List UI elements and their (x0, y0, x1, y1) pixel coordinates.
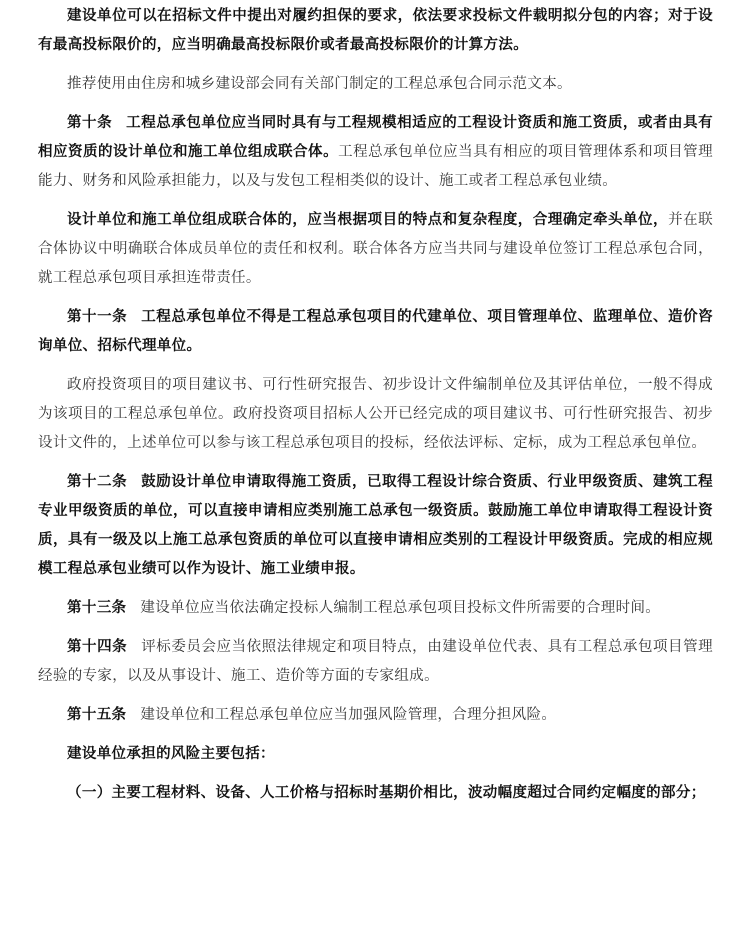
article-number: 第十二条 (67, 474, 128, 490)
paragraph-bold-text: 设计单位和施工单位组成联合体的，应当根据项目的特点和复杂程度，合理确定牵头单位， (67, 212, 669, 228)
paragraph-normal-text: 并在联合体协议中明确联合体成员单位的责任和权利。联合体各方应当共同与建设单位签订工程总承包合同，就工程总承包项目承担连带责任。 (38, 212, 713, 286)
article-13 (38, 594, 713, 623)
paragraph-risk-heading (38, 740, 713, 769)
article-number: 第十条 (67, 115, 113, 131)
paragraph-government-investment (38, 371, 713, 458)
article-11 (38, 303, 713, 361)
article-number: 第十三条 (67, 600, 127, 616)
article-bold-text: 鼓励设计单位申请取得施工资质，已取得工程设计综合资质、行业甲级资质、建筑工程专业甲级资质的单位，可以直接申请相应类别施工总承包一级资质。鼓励施工单位申请取得工程设计资质，具有一级及以上施工总承包资质的单位可以直接申请相应类别的工程设计甲级资质。完成的相应规模工程总承包业绩可以作为设计、施工业绩申报。 (38, 474, 714, 577)
paragraph-risk-item-1 (38, 779, 713, 808)
paragraph-text: 建设单位可以在招标文件中提出对履约担保的要求，依法要求投标文件载明拟分包的内容；对于设有最高投标限价的，应当明确最高投标限价或者最高投标限价的计算方法。 (38, 8, 713, 53)
paragraph-text: （一）主要工程材料、设备、人工价格与招标时基期价相比，波动幅度超过合同约定幅度的部分； (67, 785, 706, 801)
paragraph-text: 推荐使用由住房和城乡建设部会同有关部门制定的工程总承包合同示范文本。 (67, 76, 572, 92)
article-normal-text: 建设单位和工程总承包单位应当加强风险管理，合理分担风险。 (140, 707, 557, 723)
article-14 (38, 633, 713, 691)
paragraph-text: 政府投资项目的项目建议书、可行性研究报告、初步设计文件编制单位及其评估单位，一般不得成为该项目的工程总承包单位。政府投资项目招标人公开已经完成的项目建议书、可行性研究报告、初步设计文件的，上述单位可以参与该工程总承包项目的投标，经依法评标、定标，成为工程总承包单位。 (38, 377, 713, 451)
article-normal-text: 建设单位应当依法确定投标人编制工程总承包项目投标文件所需要的合理时间。 (140, 600, 661, 616)
article-15 (38, 701, 713, 730)
article-number: 第十四条 (67, 639, 128, 655)
paragraph-consortium (38, 206, 713, 293)
article-normal-text: 工程总承包单位应当具有相应的项目管理体系和项目管理能力、财务和风险承担能力，以及与发包工程相类似的设计、施工或者工程总承包业绩。 (38, 144, 714, 189)
article-number: 第十五条 (67, 707, 127, 723)
article-number: 第十一条 (67, 309, 128, 325)
paragraph-contract-template (38, 70, 713, 99)
article-normal-text: 评标委员会应当依照法律规定和项目特点，由建设单位代表、具有工程总承包项目管理经验的专家，以及从事设计、施工、造价等方面的专家组成。 (38, 639, 714, 684)
article-bold-text: 工程总承包单位应当同时具有与工程规模相适应的工程设计资质和施工资质，或者由具有相应资质的设计单位和施工单位组成联合体。 (38, 115, 713, 160)
article-10 (38, 109, 713, 196)
article-bold-text: 工程总承包单位不得是工程总承包项目的代建单位、项目管理单位、监理单位、造价咨询单位、招标代理单位。 (38, 309, 714, 354)
article-12 (38, 468, 713, 584)
paragraph-performance-guarantee (38, 2, 713, 60)
paragraph-text: 建设单位承担的风险主要包括： (67, 746, 275, 762)
